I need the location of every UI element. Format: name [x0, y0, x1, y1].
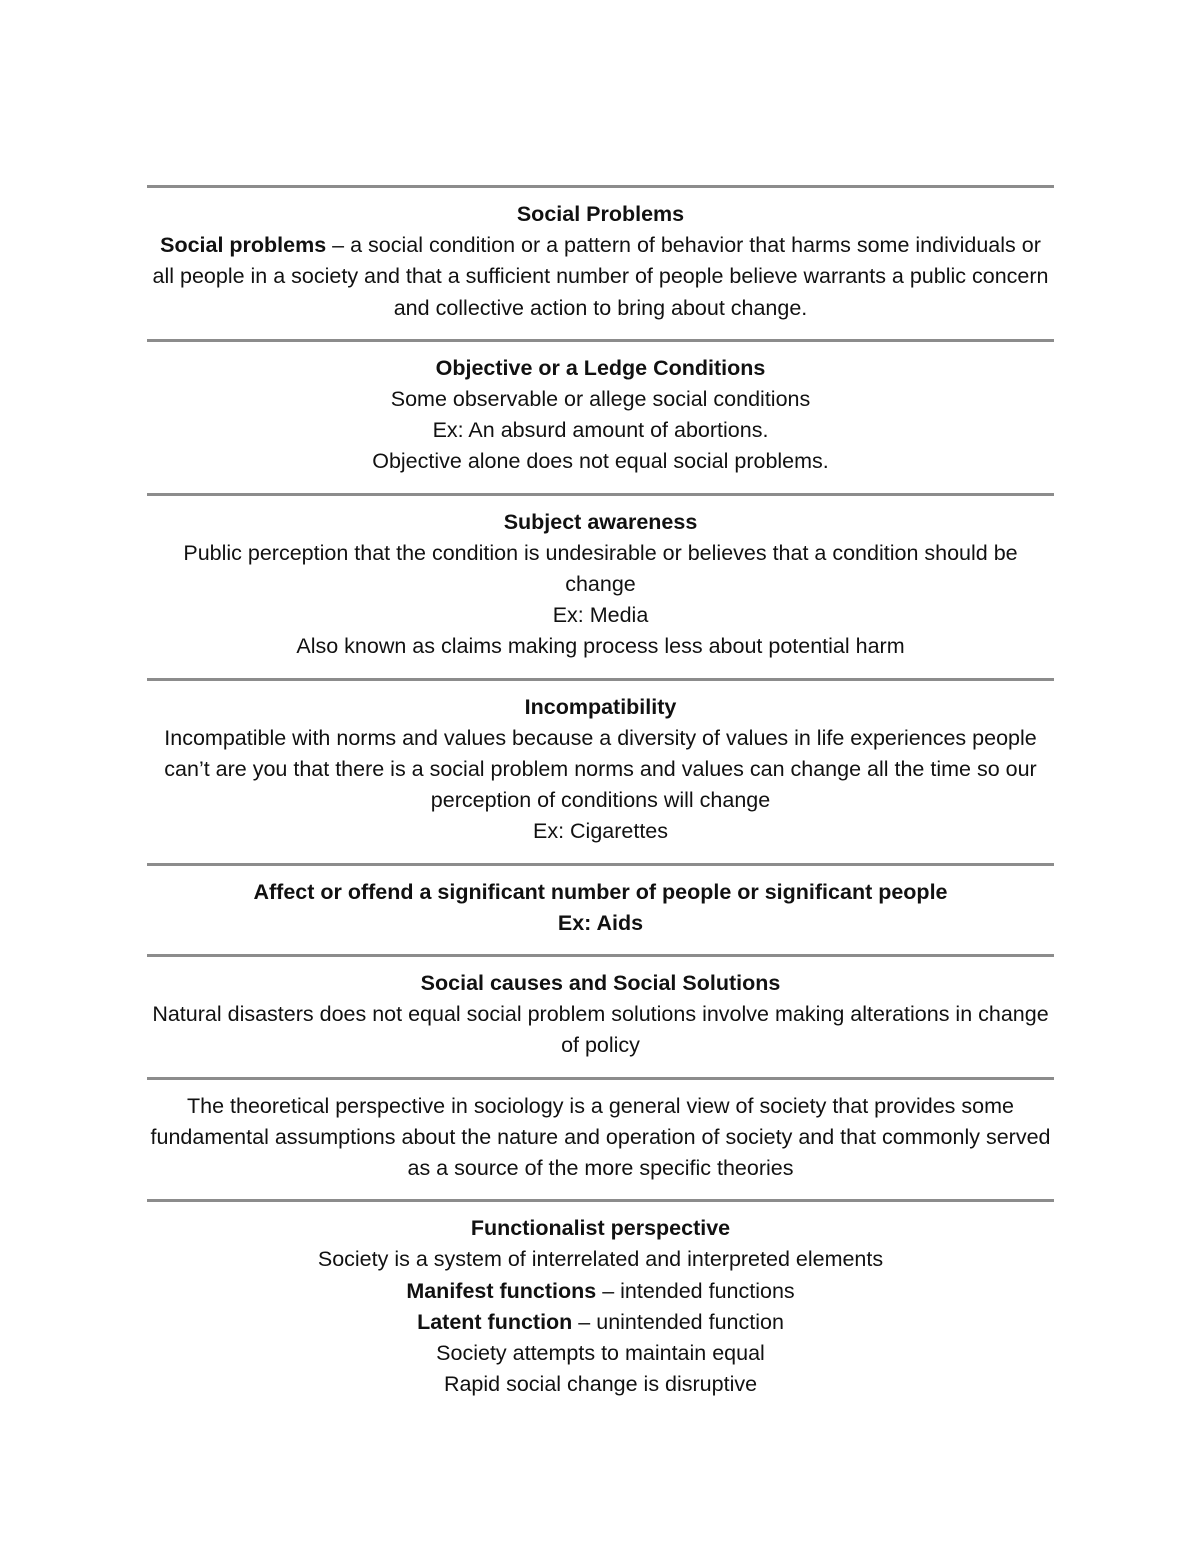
body-line: Ex: An absurd amount of abortions. [432, 418, 769, 443]
section-heading: Incompatibility [524, 694, 677, 719]
section-incompatibility [147, 681, 1054, 863]
section-affect-or-offend [147, 866, 1054, 954]
section-social-problems [147, 188, 1054, 339]
section-heading: Subject awareness [503, 509, 698, 534]
document-page [147, 185, 1054, 1416]
body-line: Public perception that the condition is undesirable or believes that a condition should be change [183, 540, 1018, 597]
defined-term: Manifest functions [406, 1278, 597, 1303]
section-subject-awareness [147, 496, 1054, 678]
section-functionalist-perspective [147, 1202, 1054, 1415]
section-objective-conditions [147, 342, 1054, 493]
section-heading: Functionalist perspective [470, 1216, 731, 1241]
defined-term: Social problems [160, 233, 327, 258]
section-social-causes [147, 957, 1054, 1077]
definition-paragraph [147, 230, 1054, 324]
section-heading: Affect or offend a significant number of people or significant people [253, 879, 948, 904]
definition-text: – a social condition or a pattern of behavior that harms some individuals or all people in a society and that a sufficient number of people believe warrants a public concern and collective action to bring about change. [152, 233, 1049, 320]
section-heading: Objective or a Ledge Conditions [435, 355, 766, 380]
body-line: The theoretical perspective in sociology is a general view of society that provides some fundamental assumptions about the nature and operation of society and that commonly served as a source of the more specific theories [150, 1093, 1051, 1181]
body-line: Ex: Cigarettes [532, 819, 669, 844]
section-heading: Social Problems [516, 202, 685, 226]
definition-text: – unintended function [572, 1309, 784, 1334]
body-line: Also known as claims making process less about potential harm [296, 634, 905, 659]
body-line: Objective alone does not equal social problems. [372, 449, 829, 474]
body-line: Rapid social change is disruptive [443, 1372, 758, 1397]
body-line: Ex: Media [552, 603, 649, 628]
definition-paragraph [147, 1307, 1054, 1338]
definition-text: – intended functions [596, 1278, 795, 1303]
section-theoretical-perspective [147, 1080, 1054, 1200]
body-line: Society is a system of interrelated and interpreted elements [317, 1247, 884, 1272]
example-line: Ex: Aids [557, 910, 644, 935]
body-line: Incompatible with norms and values because a diversity of values in life experiences people can’t are you that there is a social problem norms and values can change all the time so our perception of conditions will change [164, 725, 1037, 813]
body-line: Natural disasters does not equal social problem solutions involve making alterations in change of policy [152, 1002, 1049, 1058]
defined-term: Latent function [417, 1309, 573, 1334]
body-line: Some observable or allege social conditions [390, 387, 811, 412]
definition-paragraph [147, 1276, 1054, 1307]
body-line: Society attempts to maintain equal [436, 1341, 765, 1366]
section-heading: Social causes and Social Solutions [420, 971, 781, 996]
